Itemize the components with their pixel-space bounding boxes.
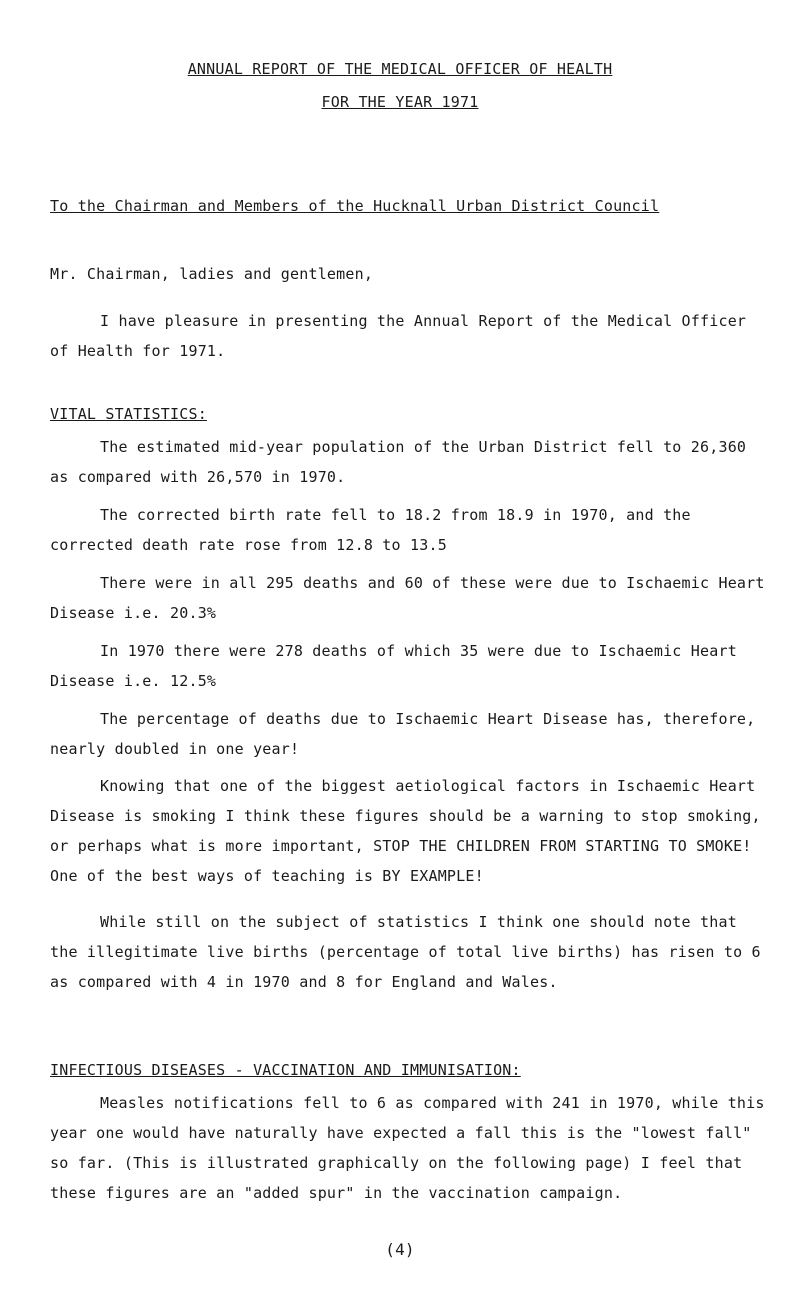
report-subtitle: FOR THE YEAR 1971 [321,93,479,111]
paragraph-percentage: The percentage of deaths due to Ischaemic Heart Disease has, therefore, nearly doubled in one year! [50,710,756,758]
intro-paragraph: I have pleasure in presenting the Annual Report of the Medical Officer of Health for 1971. [50,312,747,360]
paragraph-deaths-1971: There were in all 295 deaths and 60 of these were due to Ischaemic Heart Disease i.e. 20.3% [50,574,765,622]
vital-statistics-heading: VITAL STATISTICS: [50,405,207,423]
paragraph-deaths-1970: In 1970 there were 278 deaths of which 35 were due to Ischaemic Heart Disease i.e. 12.5% [50,642,737,690]
addressee: To the Chairman and Members of the Hucknall Urban District Council [50,197,660,215]
paragraph-measles: Measles notifications fell to 6 as compared with 241 in 1970, while this year one would have naturally have expected a fall this is the "lowest fall" so far. (This is illustrated graphically on the following page) I feel that these figures are an "added spur" in the vaccination campaign. [50,1094,765,1202]
paragraph-population: The estimated mid-year population of the Urban District fell to 26,360 as compared with 26,570 in 1970. [50,438,747,486]
paragraph-smoking: Knowing that one of the biggest aetiological factors in Ischaemic Heart Disease is smoking I think these figures should be a warning to stop smoking, or perhaps what is more important, STOP THE CHILDREN FROM STARTING TO SMOKE! One of the best ways of teaching is BY EXAMPLE! [50,777,761,885]
paragraph-illegitimate-births: While still on the subject of statistics I think one should note that the illegitimate live births (percentage of total live births) has risen to 6 as compared with 4 in 1970 and 8 for England and Wales. [50,913,761,991]
salutation: Mr. Chairman, ladies and gentlemen, [50,265,374,283]
page-number: (4) [385,1240,415,1259]
report-title: ANNUAL REPORT OF THE MEDICAL OFFICER OF HEALTH [187,60,613,78]
paragraph-birth-death-rate: The corrected birth rate fell to 18.2 from 18.9 in 1970, and the corrected death rate rose from 12.8 to 13.5 [50,506,691,554]
infectious-diseases-heading: INFECTIOUS DISEASES - VACCINATION AND IMMUNISATION: [50,1061,521,1079]
